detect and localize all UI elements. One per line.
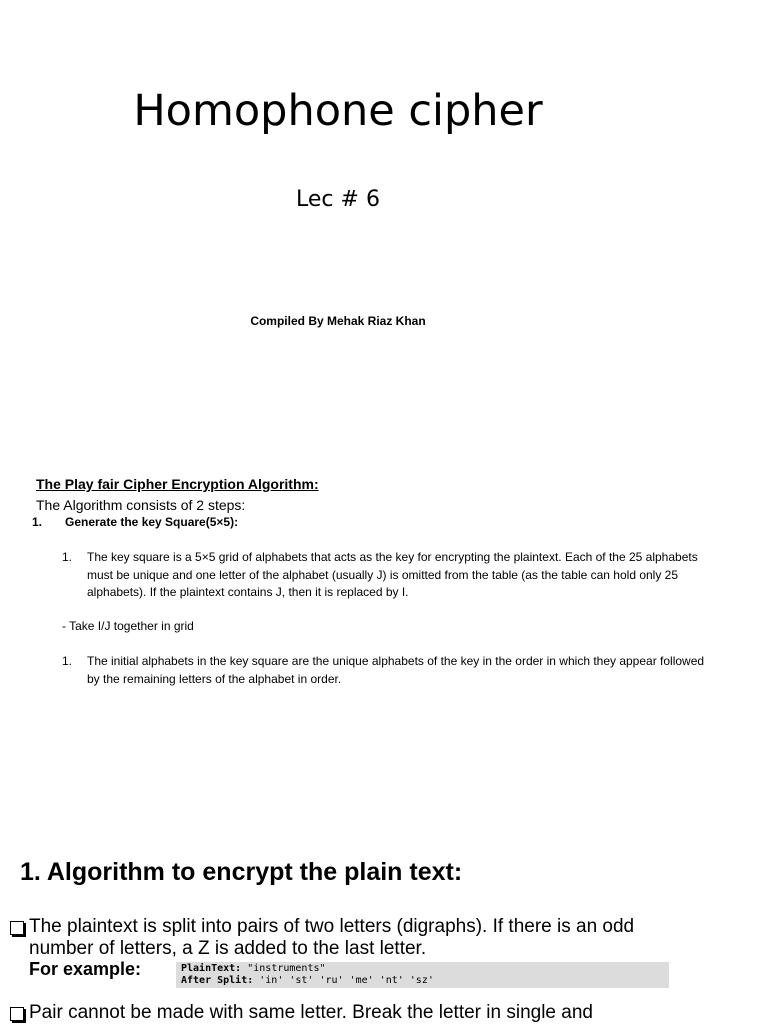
list-item-text: The initial alphabets in the key square are the unique alphabets of the key in the order in which they appear followed by the remaining letters of the alphabet in order. [87, 654, 705, 686]
code-line-2 [181, 975, 664, 987]
checkbox-bullet-icon [10, 1007, 24, 1021]
bullet-item [10, 916, 690, 960]
list-item-text: The key square is a 5×5 grid of alphabets that acts as the key for encrypting the plaintext. Each of the 25 alphabets must be unique and one letter of the alphabet (usually J) is omitted from the table (as the table can hold only 25 alphabets). If the plaintext contains J, then it is replaced by I. [87, 550, 698, 599]
checkbox-bullet-icon [10, 921, 24, 935]
bullet-text: Pair cannot be made with same letter. Break the letter in single and [29, 1002, 593, 1023]
lecture-number: Lec # 6 [296, 187, 380, 212]
code-line-1 [181, 963, 664, 975]
example-label: For example: [29, 959, 142, 979]
list-item-number: 1. [62, 654, 73, 668]
list-item [62, 549, 712, 602]
code-example [176, 962, 669, 988]
code-key: After Split: [181, 975, 254, 986]
code-key: PlainText: [181, 963, 242, 974]
algorithm-heading: 1. Algorithm to encrypt the plain text: [20, 858, 463, 886]
bullet-text: The plaintext is split into pairs of two letters (digraphs). If there is an odd number of letters, a Z is added to the last letter. [29, 916, 635, 959]
document-title: Homophone cipher [133, 86, 543, 136]
section-intro: The Algorithm consists of 2 steps: [36, 497, 246, 513]
list-item [62, 653, 712, 688]
step-1-number: 1. [32, 515, 43, 529]
section-heading: The Play fair Cipher Encryption Algorithm: [36, 476, 319, 492]
code-value: 'in' 'st' 'ru' 'me' 'nt' 'sz' [253, 975, 434, 986]
step-1-label: Generate the key Square(5×5): [65, 515, 239, 529]
list-item-number: 1. [62, 550, 73, 564]
grid-note: - Take I/J together in grid [62, 619, 194, 633]
step-1 [32, 515, 238, 529]
bullet-item [10, 1002, 690, 1024]
author-credit: Compiled By Mehak Riaz Khan [250, 314, 426, 328]
code-value: "instruments" [241, 963, 326, 974]
